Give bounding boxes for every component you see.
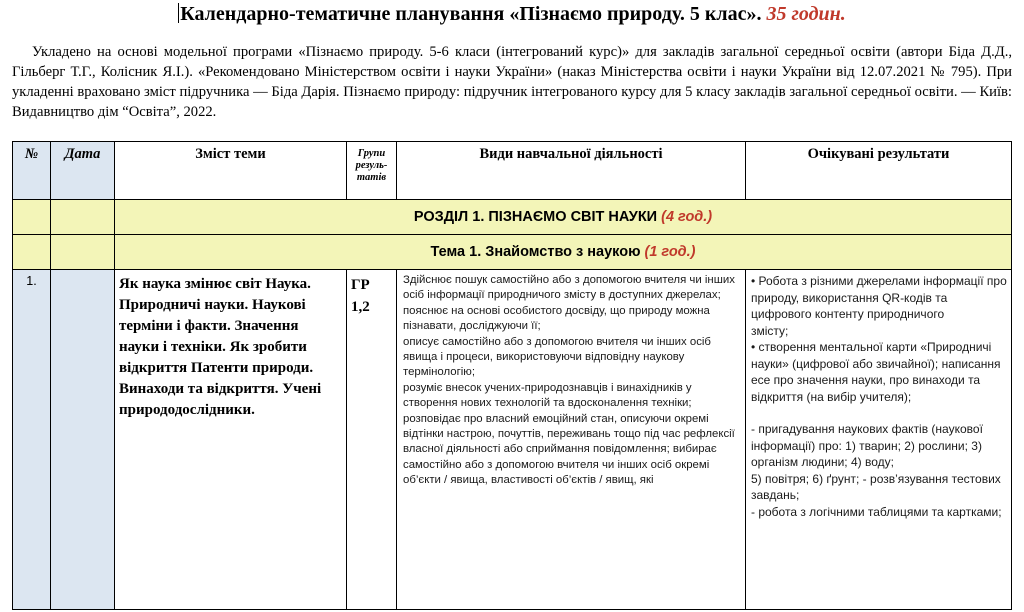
header-num: № [13,142,51,200]
theme-date-cell [51,235,115,270]
intro-paragraph: Укладено на основі модельної програми «Пізнаємо природу. 5-6 класи (інтегрований курс)» для закладів загальної середньої освіти (автори Біда Д.Д., Гільберг Т.Г., Колісник Я.І.). «Рекомендовано Міністерством освіти і науки України» (наказ Міністерства освіти і науки України від 12.07.2021 № 795). При укладенні враховано зміст підручника — Біда Дарія. Пізнаємо природу: підручник інтегрованого курсу для 5 класу закладів загальної середньої освіти. — Київ: Видавництво дім “Освіта”, 2022. [12,44,1012,120]
planning-table [12,141,1012,610]
lesson-groups [347,270,397,610]
lesson-results [746,270,1012,610]
theme-row [13,235,1012,270]
section-hours: (4 год.) [661,209,713,225]
result-item: змісту; [751,323,789,338]
section-date-cell [51,200,115,235]
result-item: - пригадування наукових фактів (наукової інформації) про: 1) тварин; 2) рослини; 3) організм людини; 4) воду; [751,422,983,469]
result-item: 5) повітря; 6) ґрунт; - розв’язування тестових завдань; [751,471,1001,502]
groups-line-1: ГР [351,277,370,293]
theme-label: Тема 1. Знайомство з наукою [430,244,641,260]
section-label: РОЗДІЛ 1. ПІЗНАЄМО СВІТ НАУКИ [413,209,658,225]
document-title [0,3,1024,26]
activity-item: термінологію; [403,366,475,379]
header-row [13,142,1012,200]
activity-item: розуміє внесок учених-природознавців і винахідників у створення нових технологій та вдосконалення техніки; [403,381,692,410]
lesson-row [13,270,1012,610]
lesson-activities [397,270,746,610]
activity-item: розповідає про власний емоційний стан, описуючи окремі відтінки настрою, почуттів, переживань тощо під час рефлексії власної діяльності або сприймання повідомлення; вибирає самостійно або з допомогою вчителя чи інших осіб окремі об’єкти / явища, властивості об’єктів / явищ, які [403,412,735,487]
lesson-topic: Як наука змінює світ Наука. Природничі науки. Наукові терміни і факти. Значення науки і техніки. Як зробити відкриття Патенти природи. Винаходи та відкриття. Учені природодослідники. [115,270,347,610]
section-num-cell [13,200,51,235]
theme-num-cell [13,235,51,270]
theme-hours: (1 год.) [644,244,696,260]
result-spacer [751,405,1009,421]
lesson-num: 1. [13,270,51,610]
result-item: • створення ментальної карти «Природничі науки» (цифрової або звичайної); написання есе про значення науки, про винаходи та відкриття (на вибір учителя); [751,340,1001,404]
activity-item: Здійснює пошук самостійно або з допомогою вчителя чи інших осіб інформації природничого змісту в доступних джерелах; [403,274,735,302]
activity-item: описує самостійно або з допомогою вчителя чи інших осіб явища і процеси, використовуючи відповідну наукову [403,335,711,364]
header-activities: Види навчальної діяльності [397,142,746,200]
section-heading [115,200,1012,235]
header-results: Очікувані результати [746,142,1012,200]
lesson-date [51,270,115,610]
header-topic: Зміст теми [115,142,347,200]
header-date: Дата [51,142,115,200]
result-item: - робота з логічними таблицями та картками; [751,504,1002,519]
activity-item: пояснює на основі особистого досвіду, що природу можна пізнавати, досліджуючи її; [403,304,710,333]
title-main: Календарно-тематичне планування «Пізнаємо природу. 5 клас». [180,3,762,25]
result-item: • Робота з різними джерелами інформації про природу, використання QR-кодів та цифрового контенту природничого [751,274,1007,321]
title-hours: 35 годин. [766,3,846,25]
theme-heading [115,235,1012,270]
groups-line-2: 1,2 [351,299,370,315]
header-groups: Групи резуль-татів [347,142,397,200]
section-row [13,200,1012,235]
